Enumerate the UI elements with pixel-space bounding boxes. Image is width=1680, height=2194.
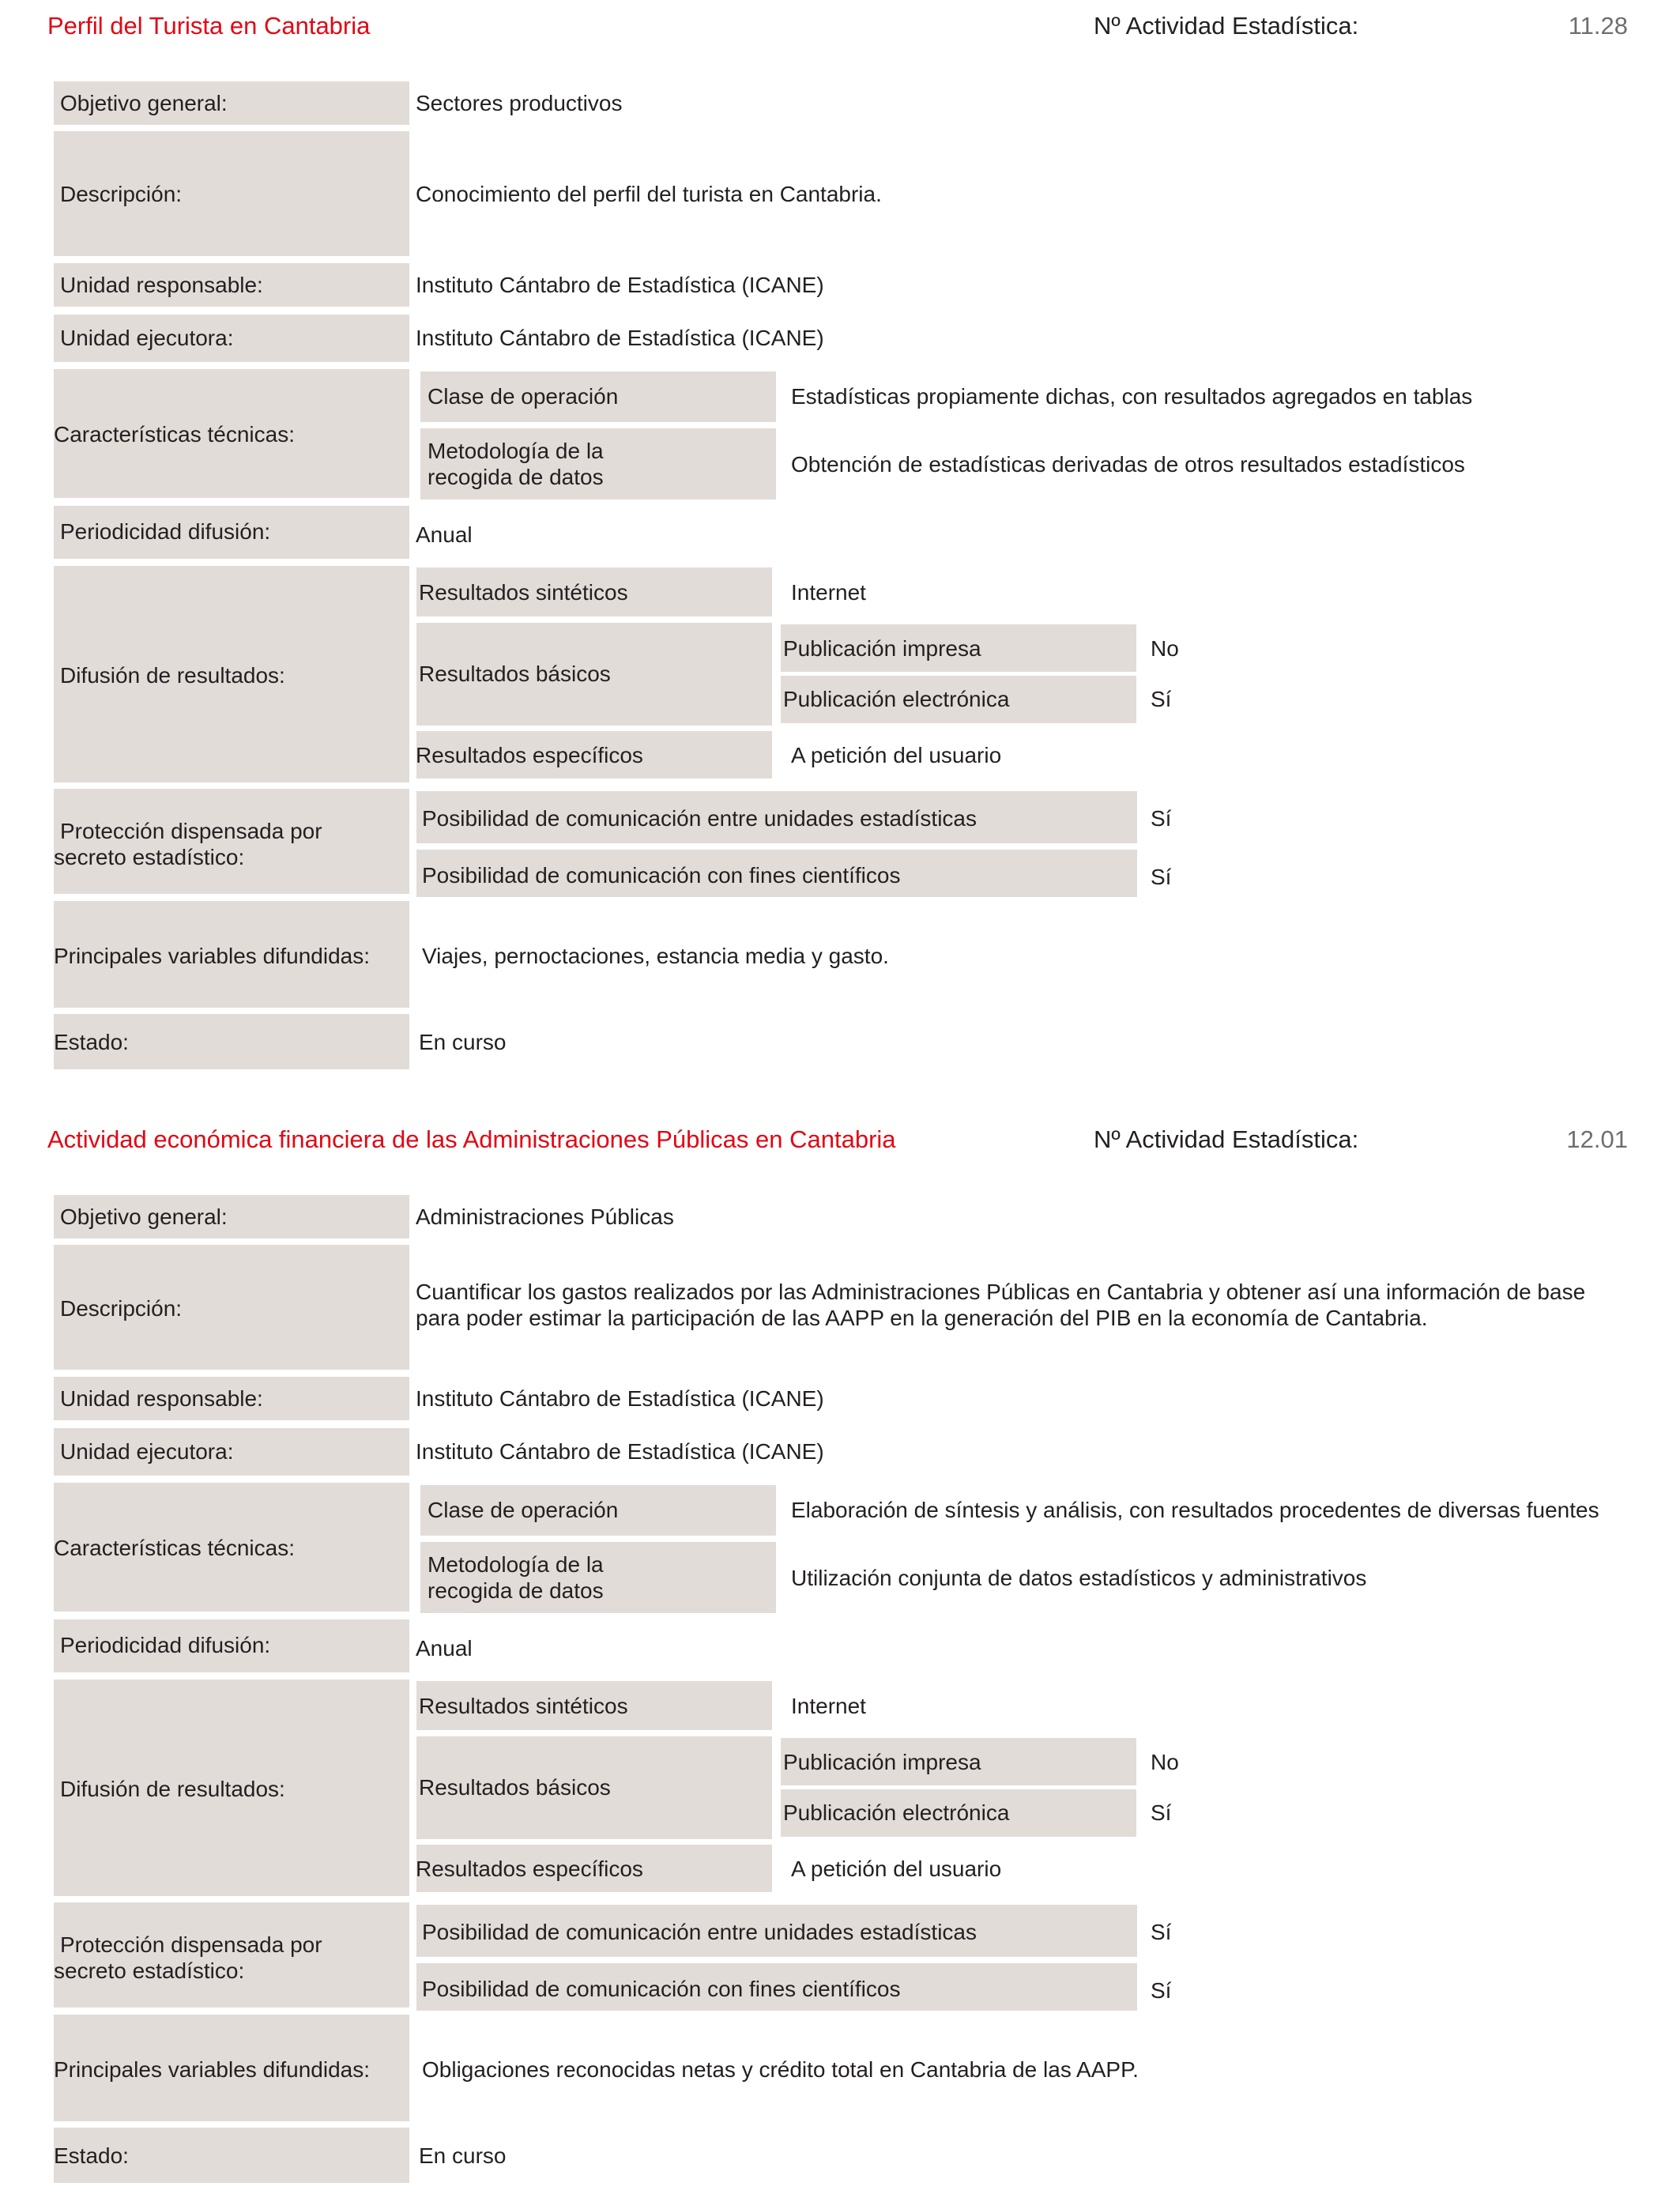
- proteccion-label-line2: secreto estadístico:: [54, 845, 245, 869]
- clase-value: Estadísticas propiamente dichas, con resultados agregados en tablas: [791, 384, 1473, 409]
- activity-number-label: Nº Actividad Estadística:: [1094, 12, 1359, 40]
- unidad-responsable-label: Unidad responsable:: [60, 1386, 263, 1411]
- caracteristicas-label: Características técnicas:: [54, 422, 295, 447]
- comunicacion-cientificos-label: Posibilidad de comunicación con fines científicos: [422, 863, 901, 888]
- objetivo-label: Objetivo general:: [60, 1204, 228, 1229]
- sinteticos-value: Internet: [791, 1694, 866, 1718]
- basicos-label: Resultados básicos: [419, 662, 611, 686]
- metodologia-label-line2: recogida de datos: [428, 465, 604, 489]
- difusion-label: Difusión de resultados:: [60, 663, 285, 688]
- variables-label: Principales variables difundidas:: [54, 2057, 370, 2082]
- activity-block-1: [0, 1114, 1680, 2194]
- difusion-label: Difusión de resultados:: [60, 1777, 285, 1801]
- variables-label: Principales variables difundidas:: [54, 944, 370, 968]
- unidad-ejecutora-label: Unidad ejecutora:: [60, 1439, 234, 1464]
- unidad-responsable-value: Instituto Cántabro de Estadística (ICANE): [416, 273, 824, 297]
- comunicacion-cientificos-label: Posibilidad de comunicación con fines científicos: [422, 1977, 901, 2001]
- caracteristicas-label: Características técnicas:: [54, 1536, 295, 1560]
- unidad-responsable-label: Unidad responsable:: [60, 273, 263, 297]
- comunicacion-cientificos-value: Sí: [1151, 865, 1172, 889]
- estado-value: En curso: [419, 1030, 507, 1054]
- basicos-label: Resultados básicos: [419, 1775, 611, 1800]
- periodicidad-value: Anual: [416, 522, 473, 547]
- electronica-label: Publicación electrónica: [783, 687, 1010, 711]
- especificos-value: A petición del usuario: [791, 1857, 1002, 1881]
- proteccion-label-line1: Protección dispensada por: [60, 819, 322, 843]
- comunicacion-unidades-value: Sí: [1151, 1920, 1172, 1944]
- especificos-label: Resultados específicos: [416, 1857, 643, 1881]
- objetivo-value: Sectores productivos: [416, 91, 623, 115]
- metodologia-label-line2: recogida de datos: [428, 1578, 604, 1603]
- comunicacion-unidades-label: Posibilidad de comunicación entre unidades estadísticas: [422, 1920, 977, 1944]
- estado-label: Estado:: [54, 1030, 129, 1054]
- descripcion-value-line2: para poder estimar la participación de las AAPP en la generación del PIB en la economía de Cantabria.: [416, 1306, 1428, 1330]
- activity-title: Perfil del Turista en Cantabria: [47, 12, 371, 40]
- metodologia-label-line1: Metodología de la: [428, 1552, 604, 1577]
- descripcion-value-line1: Cuantificar los gastos realizados por las Administraciones Públicas en Cantabria y obtener así una información de base: [416, 1280, 1586, 1304]
- especificos-label: Resultados específicos: [416, 743, 643, 767]
- unidad-ejecutora-label: Unidad ejecutora:: [60, 326, 234, 350]
- periodicidad-value: Anual: [416, 1636, 473, 1661]
- variables-value: Viajes, pernoctaciones, estancia media y gasto.: [422, 944, 889, 968]
- metodologia-label-line1: Metodología de la: [428, 439, 604, 463]
- unidad-ejecutora-value: Instituto Cántabro de Estadística (ICANE): [416, 1439, 824, 1464]
- clase-value: Elaboración de síntesis y análisis, con resultados procedentes de diversas fuentes: [791, 1498, 1599, 1522]
- objetivo-label: Objetivo general:: [60, 91, 228, 115]
- periodicidad-label: Periodicidad difusión:: [60, 1633, 271, 1657]
- descripcion-value: Conocimiento del perfil del turista en Cantabria.: [416, 182, 882, 206]
- sinteticos-label: Resultados sintéticos: [419, 1694, 628, 1718]
- sinteticos-label: Resultados sintéticos: [419, 580, 628, 605]
- impresa-value: No: [1151, 1750, 1179, 1774]
- variables-value: Obligaciones reconocidas netas y crédito total en Cantabria de las AAPP.: [422, 2057, 1139, 2082]
- sinteticos-value: Internet: [791, 580, 866, 605]
- impresa-label: Publicación impresa: [783, 1750, 981, 1774]
- especificos-value: A petición del usuario: [791, 743, 1002, 767]
- descripcion-label: Descripción:: [60, 182, 183, 206]
- metodologia-value: Obtención de estadísticas derivadas de otros resultados estadísticos: [791, 452, 1465, 477]
- activity-number-label: Nº Actividad Estadística:: [1094, 1125, 1359, 1153]
- descripcion-label: Descripción:: [60, 1296, 183, 1321]
- metodologia-value: Utilización conjunta de datos estadísticos y administrativos: [791, 1566, 1367, 1590]
- activity-number: 11.28: [1568, 12, 1628, 40]
- clase-label: Clase de operación: [428, 1498, 619, 1522]
- clase-label: Clase de operación: [428, 384, 619, 409]
- estado-label: Estado:: [54, 2143, 129, 2168]
- objetivo-value: Administraciones Públicas: [416, 1204, 674, 1229]
- electronica-label: Publicación electrónica: [783, 1800, 1010, 1825]
- unidad-ejecutora-value: Instituto Cántabro de Estadística (ICANE): [416, 326, 824, 350]
- comunicacion-unidades-value: Sí: [1151, 806, 1172, 831]
- proteccion-label-line2: secreto estadístico:: [54, 1958, 245, 1983]
- unidad-responsable-value: Instituto Cántabro de Estadística (ICANE): [416, 1386, 824, 1411]
- comunicacion-unidades-label: Posibilidad de comunicación entre unidades estadísticas: [422, 806, 977, 831]
- electronica-value: Sí: [1151, 687, 1172, 711]
- impresa-value: No: [1151, 636, 1179, 661]
- activity-number: 12.01: [1566, 1125, 1628, 1153]
- estado-value: En curso: [419, 2143, 507, 2168]
- comunicacion-cientificos-value: Sí: [1151, 1978, 1172, 2003]
- electronica-value: Sí: [1151, 1800, 1172, 1825]
- periodicidad-label: Periodicidad difusión:: [60, 519, 271, 544]
- proteccion-label-line1: Protección dispensada por: [60, 1932, 322, 1957]
- activity-title: Actividad económica financiera de las Administraciones Públicas en Cantabria: [47, 1125, 896, 1153]
- impresa-label: Publicación impresa: [783, 636, 981, 661]
